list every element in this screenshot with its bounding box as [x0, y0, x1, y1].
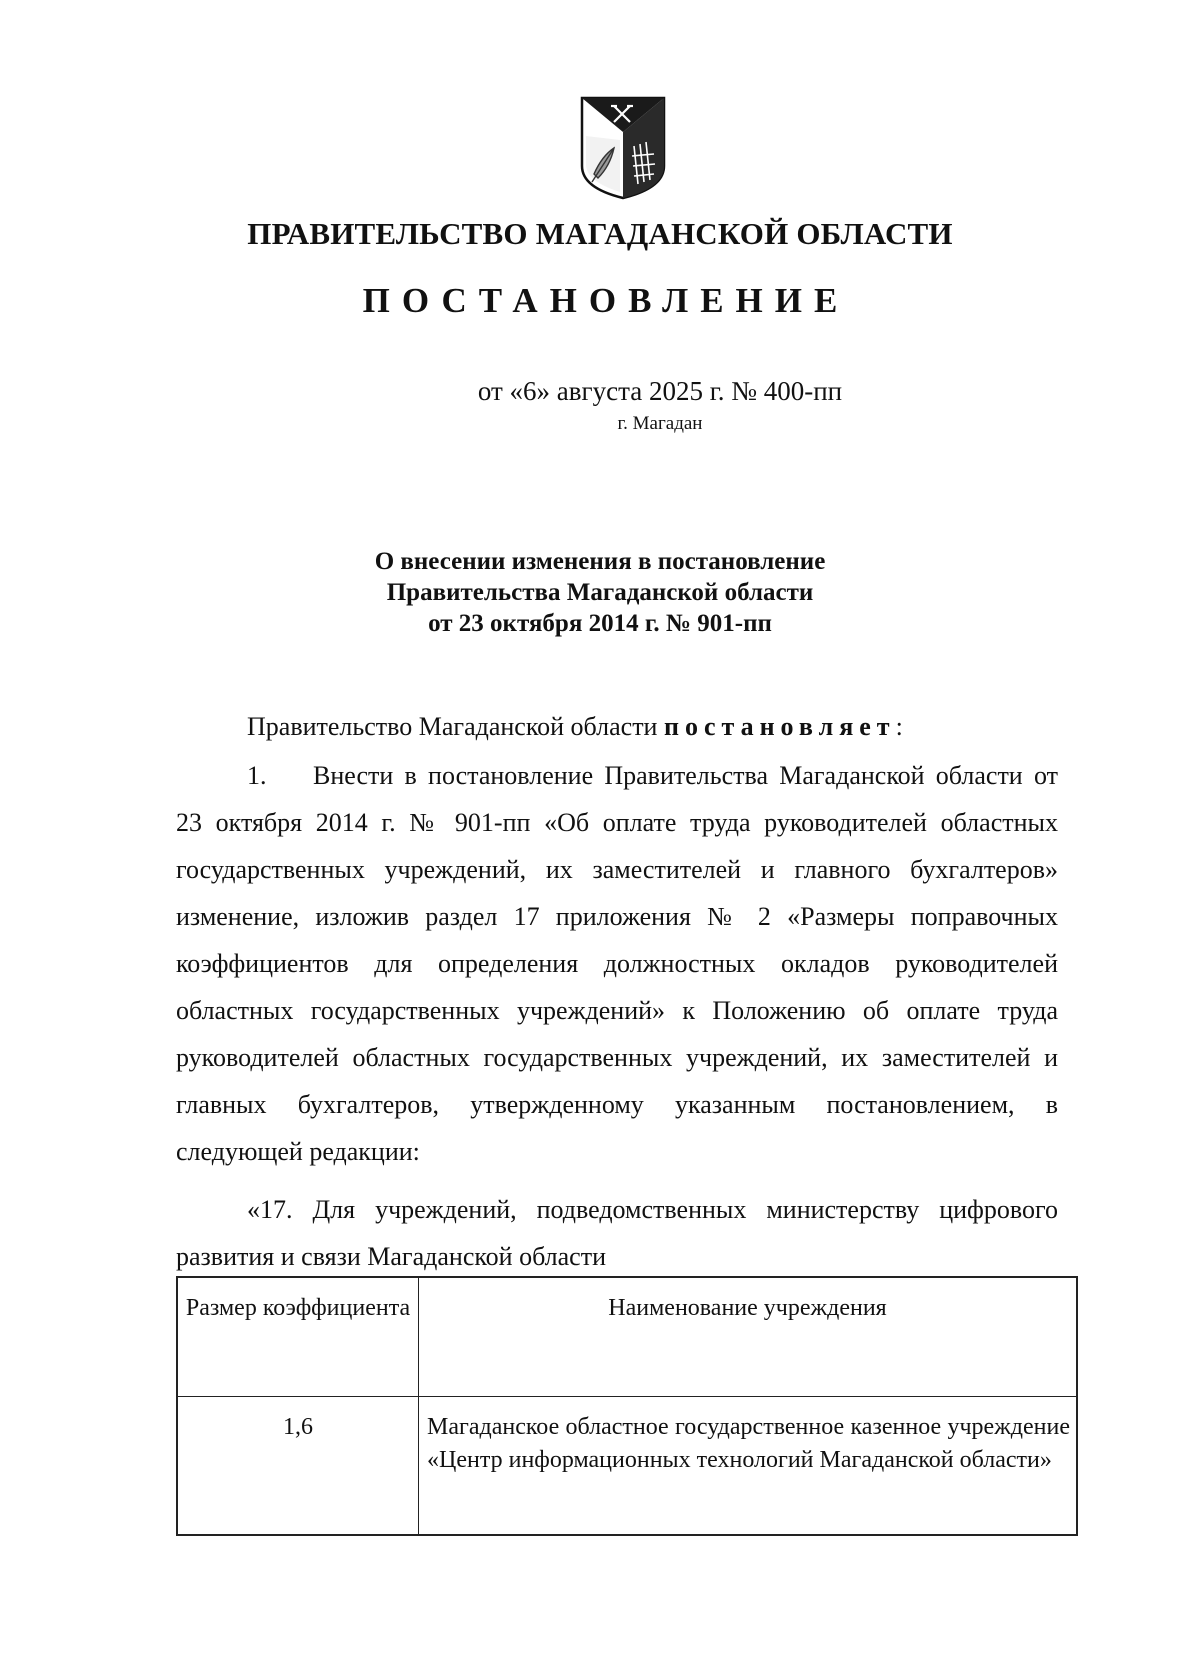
- preamble-colon: :: [895, 712, 903, 741]
- table-header-cell: Размер коэффициента: [178, 1278, 419, 1397]
- table-cell-institution: Магаданское областное государственное казенное учреждение «Центр информационных технологий Магаданской области»: [419, 1397, 1077, 1535]
- item-1-number: 1.: [247, 761, 267, 790]
- table-header-row: [178, 1278, 1077, 1397]
- document-subject: [0, 546, 1200, 639]
- section-17-paragraph: «17. Для учреждений, подведомственных министерству цифрового развития и связи Магаданской области: [176, 1195, 1058, 1271]
- subject-line-2: Правительства Магаданской области: [386, 579, 814, 606]
- government-title: ПРАВИТЕЛЬСТВО МАГАДАНСКОЙ ОБЛАСТИ: [247, 216, 953, 251]
- preamble: [176, 703, 1058, 750]
- document-city: г. Магадан: [617, 413, 703, 434]
- item-1-paragraph: [176, 752, 1058, 1175]
- document-type: ПОСТАНОВЛЕНИЕ: [362, 281, 850, 320]
- preamble-text: Правительство Магаданской области: [247, 712, 664, 741]
- item-1-text: Внести в постановление Правительства Магаданской области от 23 октября 2014 г. № 901-пп «Об оплате труда руководителей областных государственных учреждений, их заместителей и главного бухгалтеров» изменение, изложив раздел 17 приложения № 2 «Размеры поправочных коэффициентов для определения должностных окладов руководителей областных государственных учреждений» к Положению об оплате труда руководителей областных государственных учреждений, их заместителей и главных бухгалтеров, утвержденному указанным постановлением, в следующей редакции:: [176, 761, 1058, 1166]
- subject-line-3: от 23 октября 2014 г. № 901-пп: [428, 610, 772, 637]
- subject-line-1: О внесении изменения в постановление: [374, 548, 826, 575]
- preamble-verb: постановляет: [663, 712, 896, 741]
- coefficient-table: [176, 1276, 1078, 1536]
- table-header-cell: Наименование учреждения: [419, 1278, 1077, 1397]
- document-date-number: от «6» августа 2025 г. № 400-пп: [477, 376, 843, 406]
- table-cell-coefficient: 1,6: [178, 1397, 419, 1535]
- table-row: [178, 1397, 1077, 1535]
- coat-of-arms-icon: [580, 96, 666, 200]
